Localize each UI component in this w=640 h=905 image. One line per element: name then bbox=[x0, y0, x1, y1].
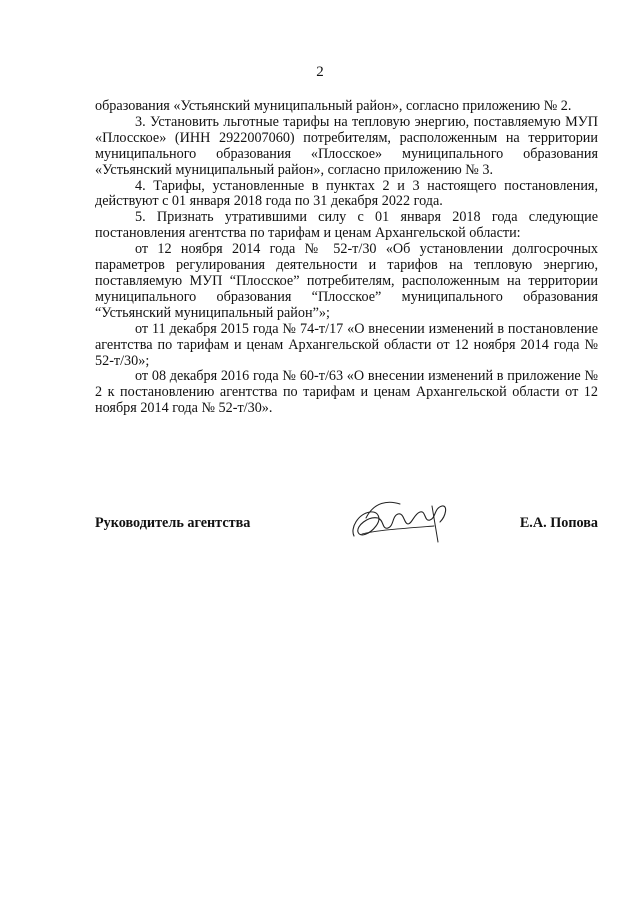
repealed-act-3: от 08 декабря 2016 года № 60-т/63 «О внесении изменений в приложение № 2 к постановлению агентства по тарифам и ценам Архангельской области от 12 ноября 2014 года № 52-т/30». bbox=[95, 368, 598, 417]
document-body bbox=[95, 99, 598, 417]
repealed-act-2: от 11 декабря 2015 года № 74-т/17 «О внесении изменений в постановление агентства по тарифам и ценам Архангельской области от 12 ноября 2014 года № 52-т/30»; bbox=[95, 320, 598, 369]
signatory-title: Руководитель агентства bbox=[95, 515, 251, 531]
paragraph-item-5: 5. Признать утратившими силу с 01 января 2018 года следующие постановления агентства по тарифам и ценам Архангельской области: bbox=[95, 209, 598, 242]
signatory-name: Е.А. Попова bbox=[519, 515, 598, 531]
page-number: 2 bbox=[316, 64, 324, 80]
handwritten-signature bbox=[348, 498, 458, 548]
repealed-act-1: от 12 ноября 2014 года № 52-т/30 «Об установлении долгосрочных параметров регулирования деятельности и тарифов на тепловую энергию, поставляемую МУП “Плосское” потребителям, расположенным на территории муниципального образования “Плосское” муниципального образования “Устьянский муниципальный район”»; bbox=[95, 241, 598, 321]
paragraph-item-4: 4. Тарифы, установленные в пунктах 2 и 3 настоящего постановления, действуют с 01 января 2018 года по 31 декабря 2022 года. bbox=[95, 177, 598, 210]
paragraph-item-3: 3. Установить льготные тарифы на тепловую энергию, поставляемую МУП «Плосское» (ИНН 2922007060) потребителям, расположенным на территории муниципального образования «Плосское» муниципального образования «Устьянский муниципальный район», согласно приложению № 3. bbox=[95, 113, 598, 178]
signature-block bbox=[95, 498, 598, 558]
paragraph: образования «Устьянский муниципальный район», согласно приложению № 2. bbox=[95, 98, 572, 114]
